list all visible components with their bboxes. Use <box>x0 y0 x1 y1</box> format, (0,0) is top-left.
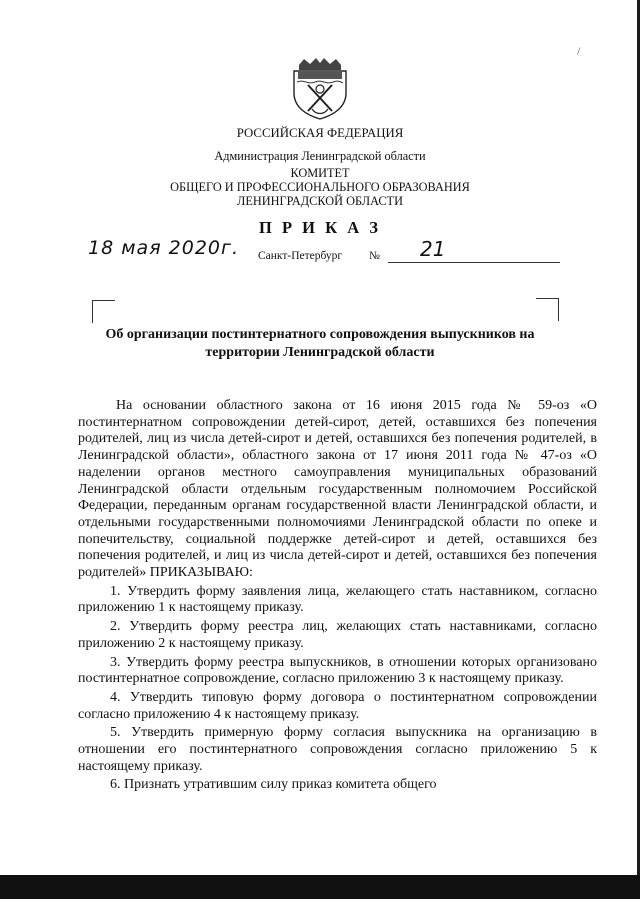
administration-name: Администрация Ленинградской области <box>214 149 426 163</box>
order-date: 18 мая 2020г. <box>88 237 240 259</box>
paragraph-item-3: 3. Утвердить форму реестра выпускников, в отношении которых организовано постинтернатное сопровождение, согласно приложению 3 к настоящему приказу. <box>78 654 597 687</box>
paragraph-item-5: 5. Утвердить примерную форму согласия выпускника на организацию в отношении его постинтернатного сопровождения согласно приложению 5 к настоящему приказу. <box>78 725 597 774</box>
order-city: Санкт-Петербург <box>258 250 343 262</box>
committee-line-3: ЛЕНИНГРАДСКОЙ ОБЛАСТИ <box>237 194 403 208</box>
scan-edge-bottom <box>0 875 640 899</box>
margin-mark: / <box>577 44 581 58</box>
subject-bracket-right <box>536 298 559 321</box>
country-name: РОССИЙСКАЯ ФЕДЕРАЦИЯ <box>236 126 404 140</box>
paragraph-item-6: 6. Признать утратившим силу приказ комитета общего <box>110 777 437 793</box>
subject-bracket-left <box>92 300 115 323</box>
order-number: 21 <box>420 237 446 261</box>
committee-line-1: КОМИТЕТ <box>290 166 350 180</box>
committee-line-2: ОБЩЕГО И ПРОФЕССИОНАЛЬНОГО ОБРАЗОВАНИЯ <box>170 180 470 194</box>
order-subject: Об организации постинтернатного сопровождения выпускников на территории Ленинградской области <box>105 327 535 360</box>
order-number-line <box>388 262 560 263</box>
paragraph-item-2: 2. Утвердить форму реестра лиц, желающих стать наставниками, согласно приложению 2 к настоящему приказу. <box>78 619 597 651</box>
paragraph-item-4: 4. Утвердить типовую форму договора о постинтернатном сопровождении согласно приложению 4 к настоящему приказу. <box>78 689 597 722</box>
paragraph-preamble: На основании областного закона от 16 июня 2015 года № 59-оз «О постинтернатном сопровождении детей-сирот, детей, оставшихся без попечения родителей, лиц из числа детей-сирот и детей, оставшихся без попечения родителей, в Ленинградской области», областного закона от 17 июня 2011 года № 47-оз «О наделении органов местного самоуправления муниципальных образований Ленинградской области отдельным государственным полномочием Российской Федерации, переданным органам государственной власти Ленинградской области, и отдельными государственными полномочиями Ленинградской области по опеке и попечительству, социальной поддержке детей-сирот и детей, оставшихся без попечения родителей, и лиц из числа детей-сирот и детей, оставшихся без попечения родителей» ПРИКАЗЫВАЮ: <box>78 398 597 581</box>
coat-of-arms-icon <box>290 55 350 121</box>
order-body <box>78 398 597 796</box>
document-type-title: П Р И К А З <box>259 218 381 237</box>
paragraph-item-1: 1. Утвердить форму заявления лица, желающего стать наставником, согласно приложению 1 к настоящему приказу. <box>78 583 597 616</box>
order-number-label: № <box>369 250 380 262</box>
